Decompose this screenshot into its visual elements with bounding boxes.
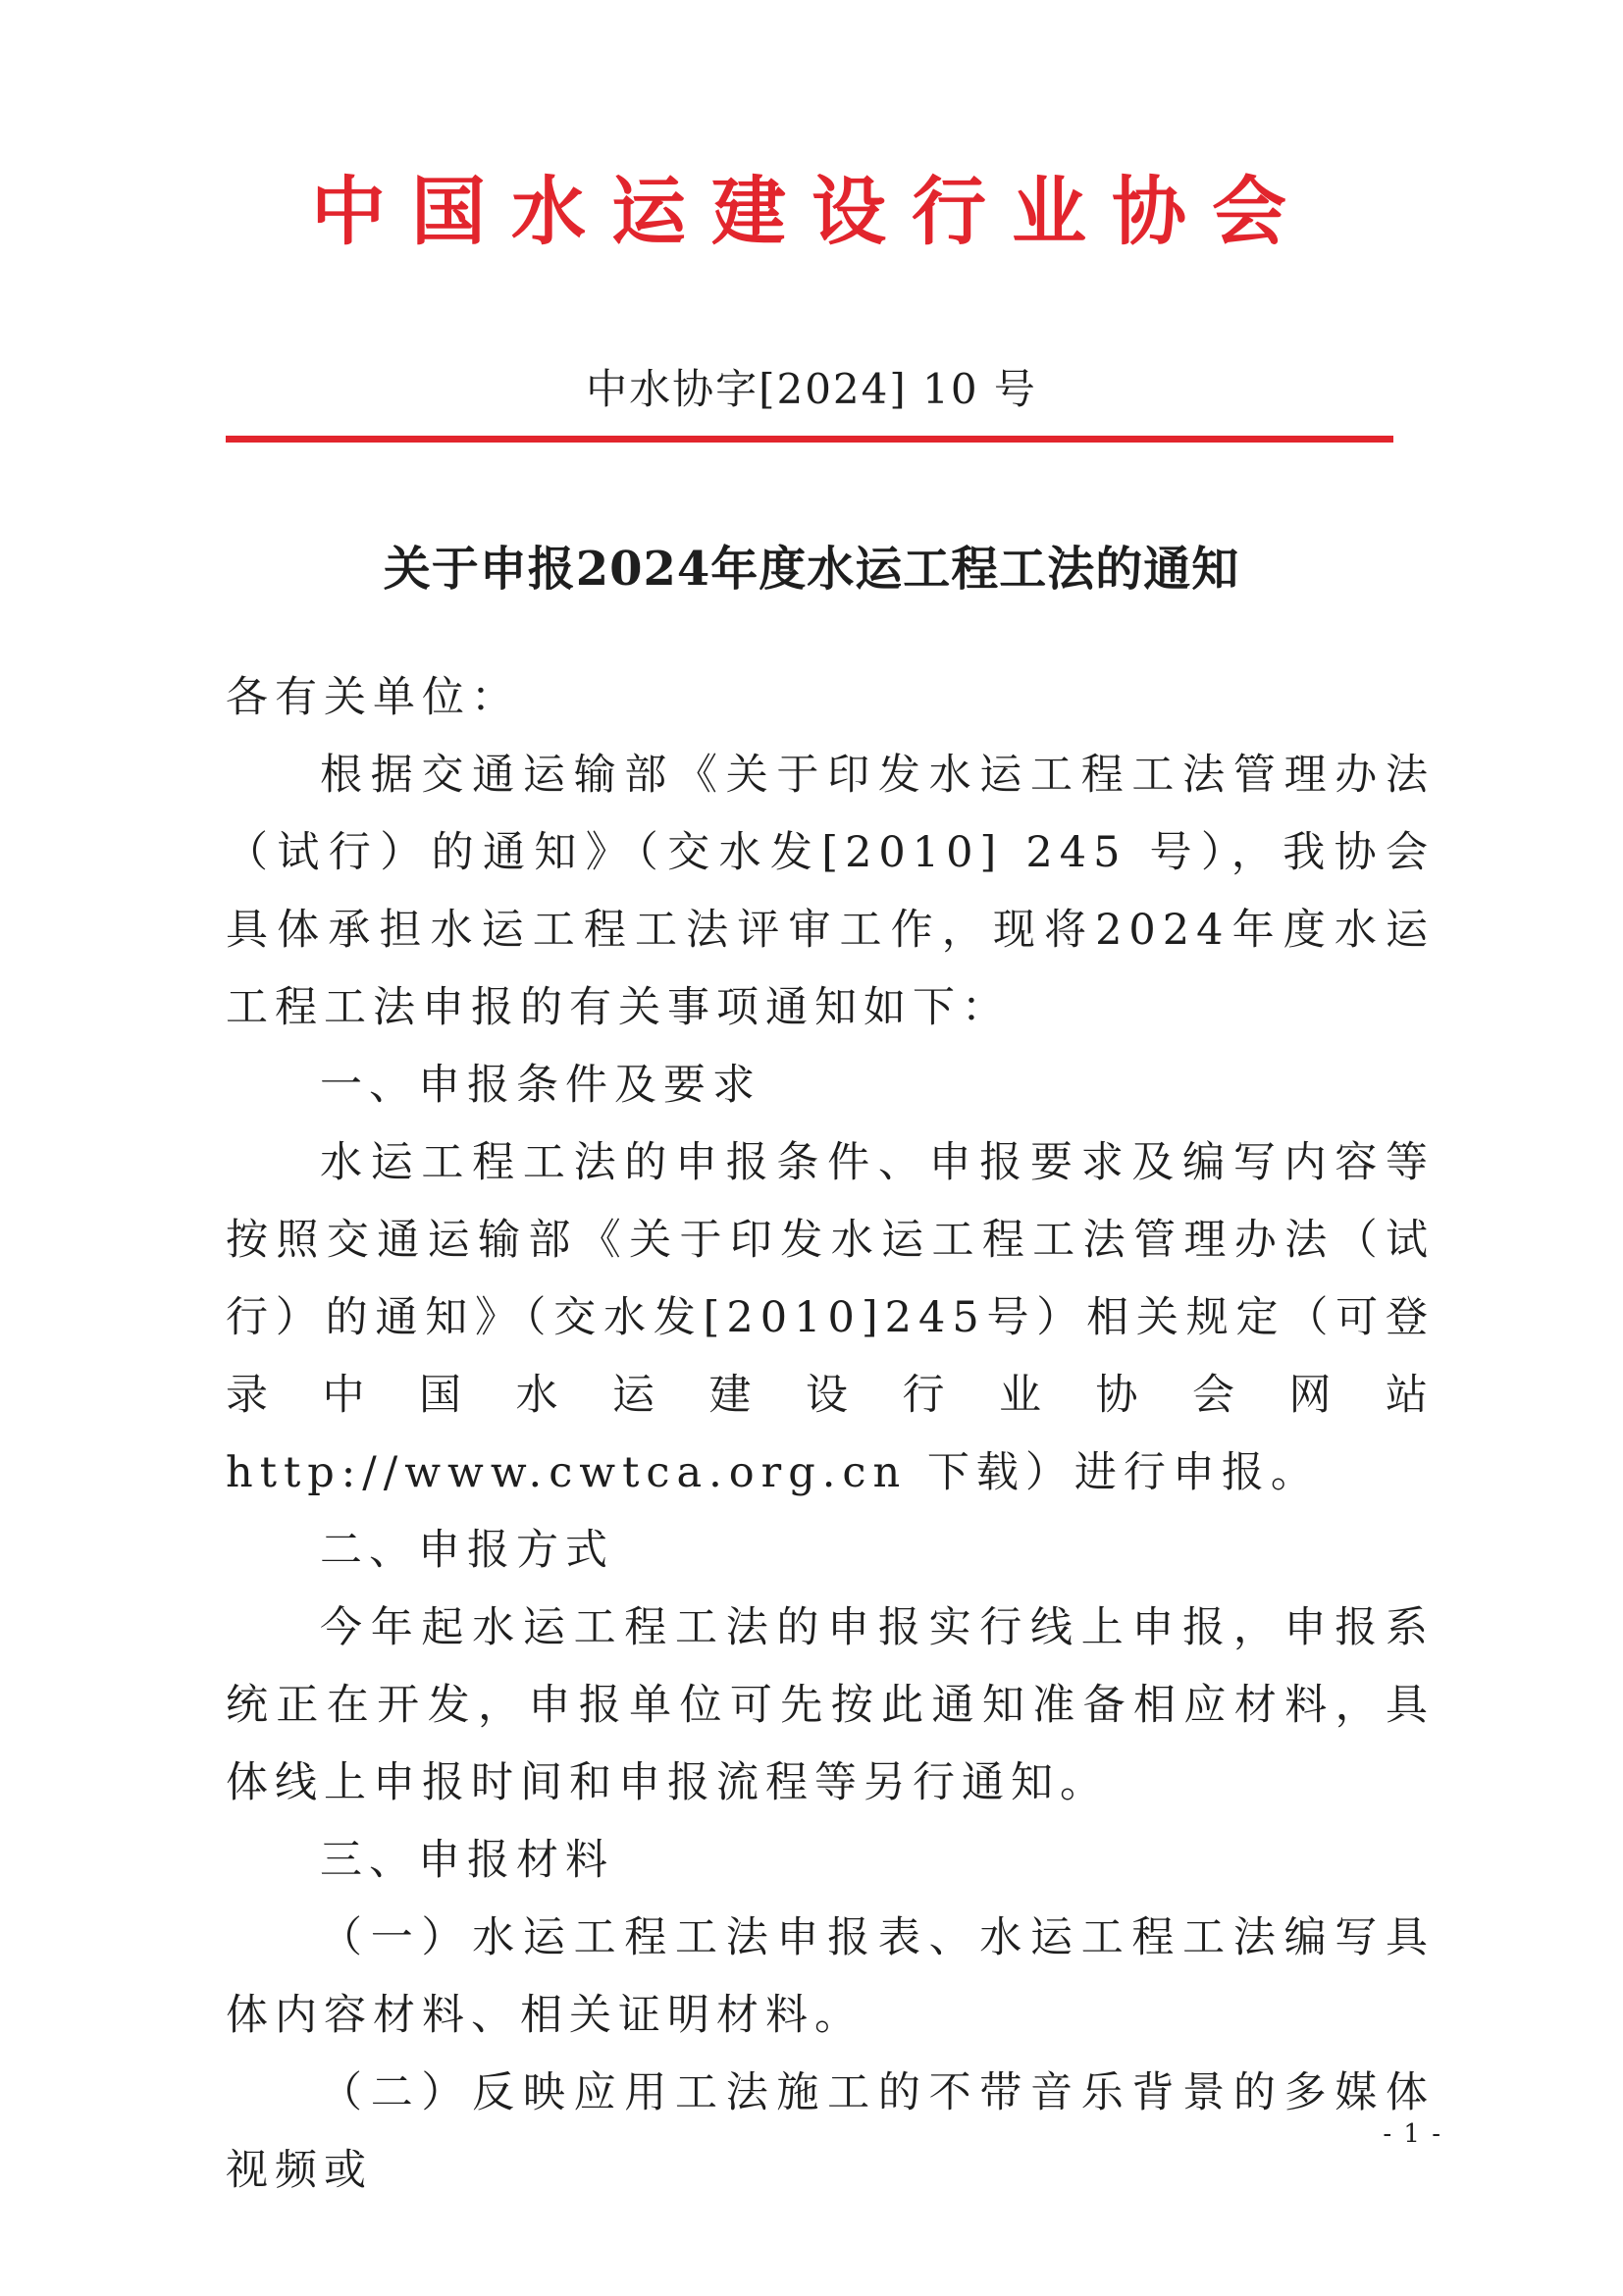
- section-3-item-1: （一）水运工程工法申报表、水运工程工法编写具体内容材料、相关证明材料。: [226, 1913, 1435, 2040]
- section-2-heading: 二、申报方式: [320, 1526, 614, 1575]
- section-1-paragraph: 水运工程工法的申报条件、申报要求及编写内容等按照交通运输部《关于印发水运工程工法管理办法（试行）的通知》（交水发[2010]245号）相关规定（可登录中国水运建设行业协会网站 http://www.cwtca.org.cn 下载）进行申报。: [226, 1138, 1435, 1497]
- section-3-heading: 三、申报材料: [320, 1836, 614, 1885]
- salutation: 各有关单位：: [226, 673, 520, 722]
- document-number: 中水协字[2024] 10 号: [586, 365, 1037, 413]
- notice-body: [226, 659, 1435, 2210]
- section-1-heading: 一、申报条件及要求: [320, 1061, 761, 1110]
- intro-paragraph: 根据交通运输部《关于印发水运工程工法管理办法（试行）的通知》（交水发[2010] 245 号），我协会具体承担水运工程工法评审工作，现将2024年度水运工程工法申报的有关事项通知如下：: [226, 751, 1435, 1032]
- notice-title: 关于申报2024年度水运工程工法的通知: [383, 542, 1240, 597]
- section-2-paragraph: 今年起水运工程工法的申报实行线上申报，申报系统正在开发，申报单位可先按此通知准备相应材料，具体线上申报时间和申报流程等另行通知。: [226, 1603, 1435, 1807]
- section-3-item-2: （二）反映应用工法施工的不带音乐背景的多媒体视频或: [226, 2068, 1435, 2195]
- organization-header: 中国水运建设行业协会: [311, 168, 1312, 255]
- page-number: - 1 -: [1383, 2119, 1442, 2149]
- red-divider-rule: [226, 436, 1393, 443]
